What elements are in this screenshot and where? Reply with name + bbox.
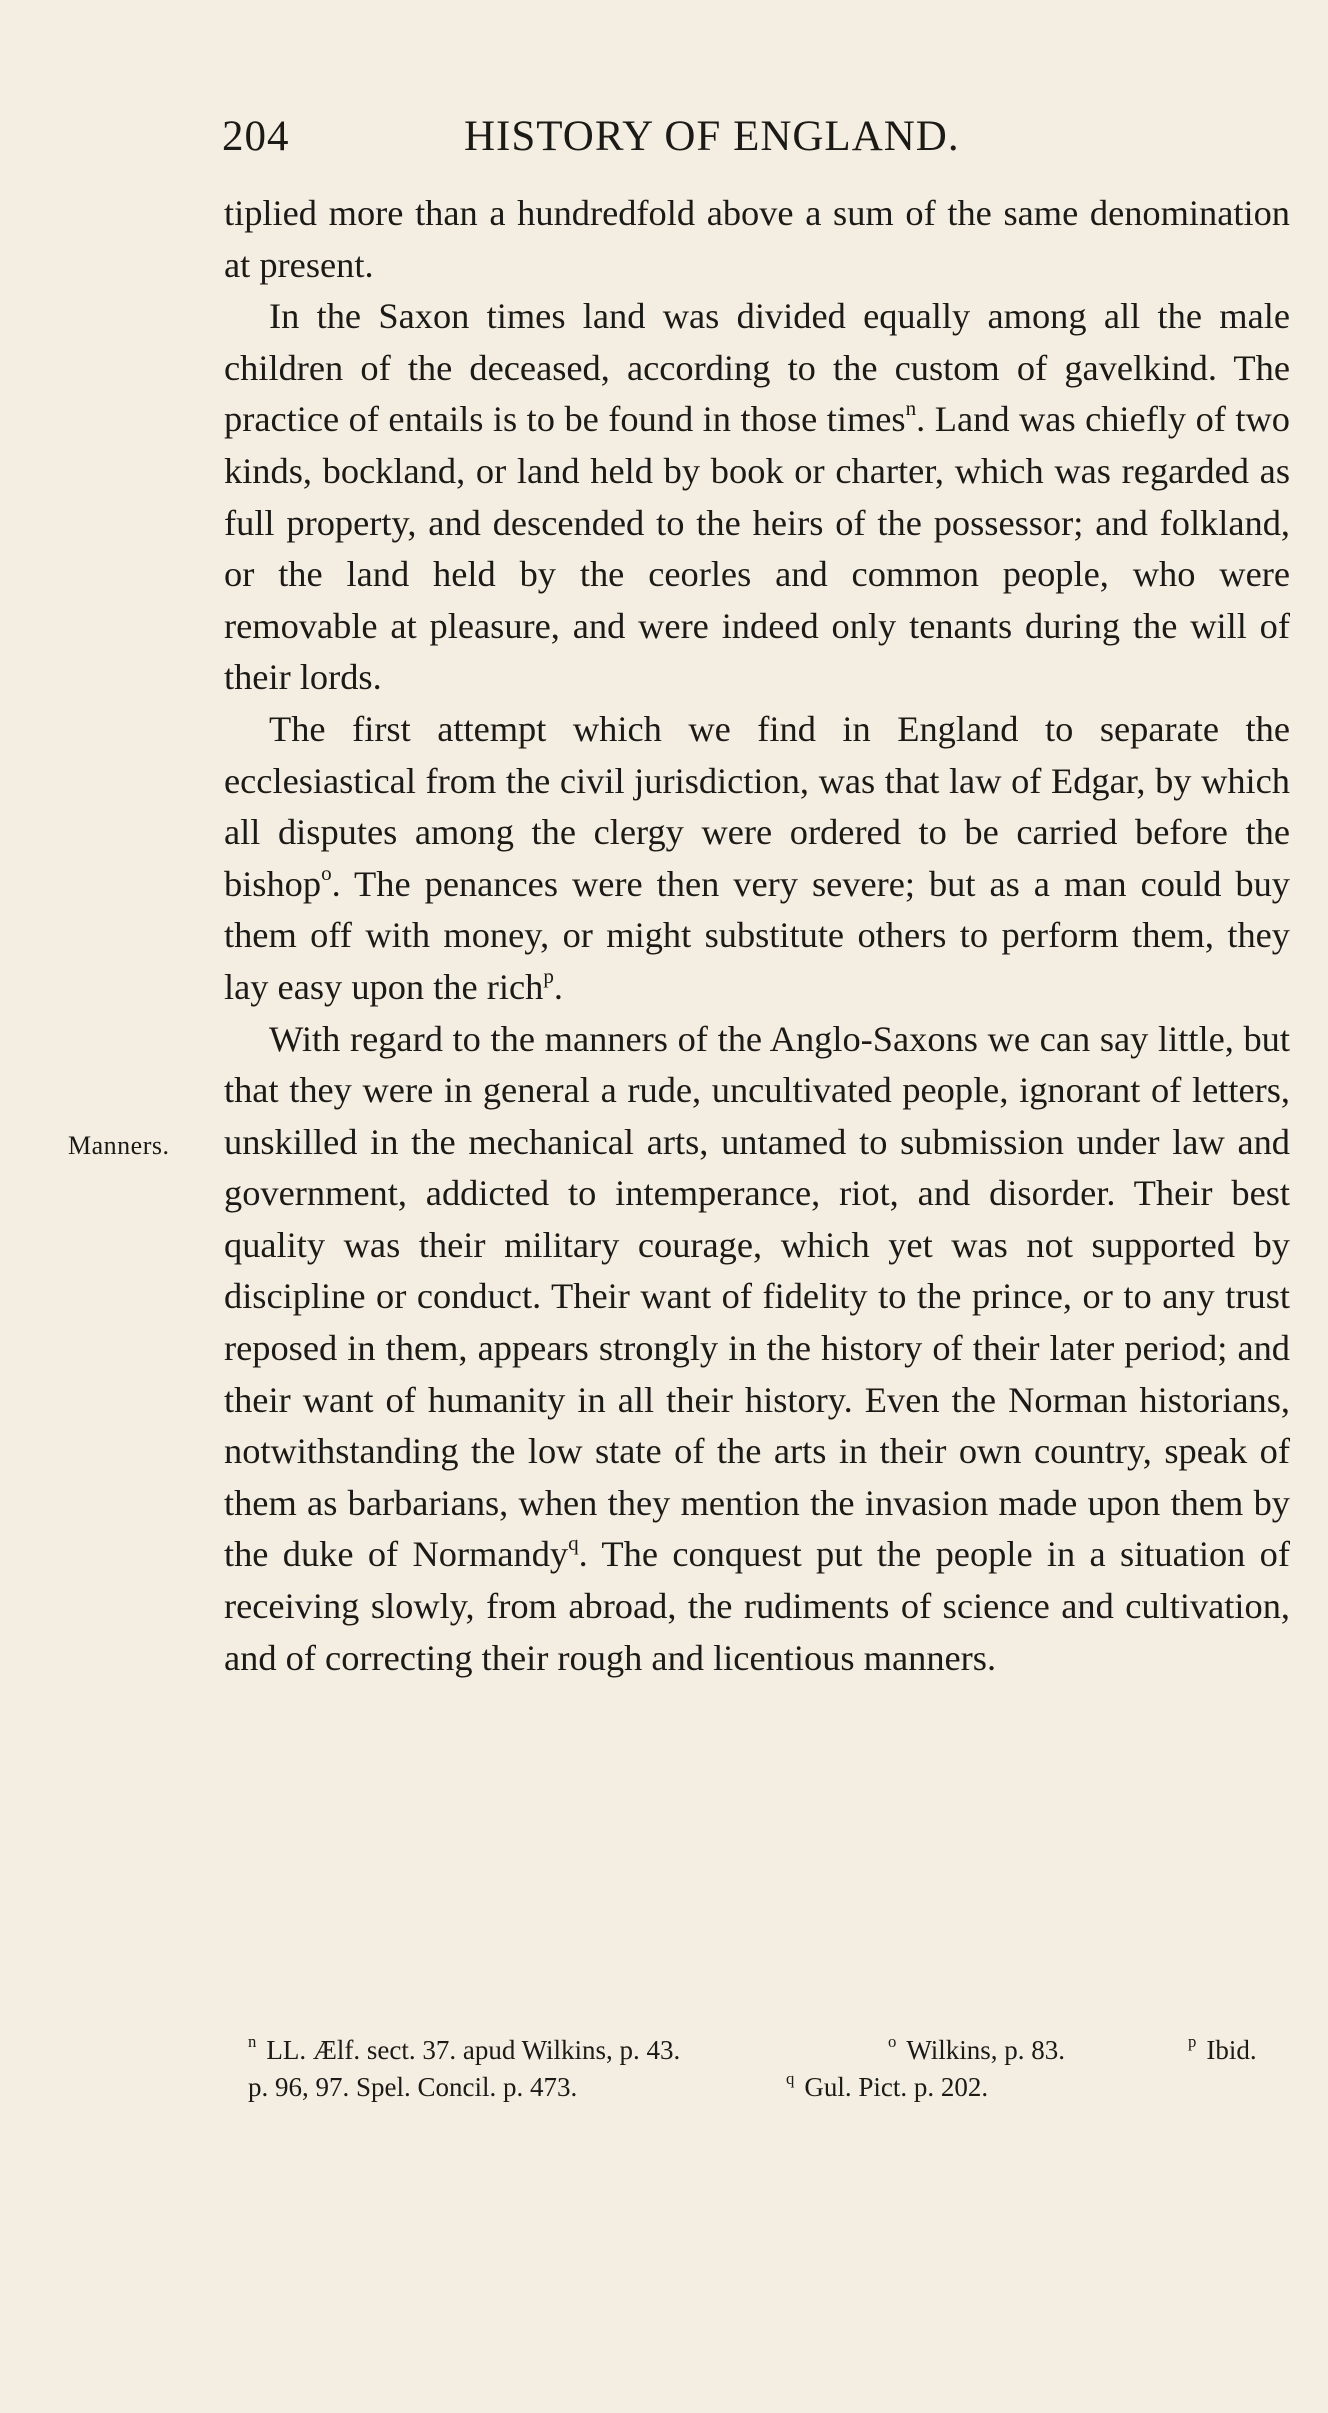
footnote-reference-p[interactable]: p (543, 964, 554, 989)
paragraph-text: . The penances were then very severe; but as a man could buy them off with money, or might substitute others to perform them, they lay easy upon the rich (224, 863, 1290, 1007)
footnote-reference-o[interactable]: o (321, 860, 332, 885)
footnote-text: p. 96, 97. Spel. Concil. p. 473. (248, 2072, 578, 2102)
footnote-n (248, 2032, 680, 2069)
paragraph-jurisdiction (224, 704, 1290, 1014)
running-head (222, 112, 1062, 168)
footnote-reference-q[interactable]: q (568, 1531, 579, 1556)
footnote-marker: p (1188, 2032, 1197, 2052)
footnote-p-continued (248, 2069, 577, 2106)
footnote-marker: o (888, 2032, 897, 2052)
footnote-reference-n[interactable]: n (905, 396, 917, 421)
paragraph-text: tiplied more than a hundredfold above a sum of the same denomination at present. (224, 193, 1290, 285)
paragraph-text: . Land was chiefly of two kinds, bockland, or land held by book or charter, which was regarded as full property, and descended to the heirs of the possessor; and folkland, or the land held by the ceorles and common people, who were removable at pleasure, and were indeed only tenants during the will of their lords. (224, 399, 1290, 698)
footnote-row (248, 2032, 1298, 2069)
footnote-marker: q (786, 2069, 795, 2089)
paragraph-text: With regard to the manners of the Anglo-Saxons we can say little, but that they were in general a rude, uncultivated people, ignorant of letters, unskilled in the mechanical arts, untamed to submission under law and government, addicted to intemperance, riot, and disorder. Their best quality was their military courage, which yet was not supported by discipline or conduct. Their want of fidelity to the prince, or to any trust reposed in them, appears strongly in the history of their later period; and their want of humanity in all their history. Even the Norman historians, notwithstanding the low state of the arts in their own country, speak of them as barbarians, when they mention the invasion made upon them by the duke of Normandy (224, 1018, 1290, 1575)
paragraph-text: The first attempt which we find in England to separate the ecclesiastical from the civil jurisdiction, was that law of Edgar, by which all disputes among the clergy were ordered to be carried before the bishop (224, 708, 1290, 904)
body-text (224, 188, 1290, 1684)
footnote-p (1188, 2032, 1257, 2069)
marginal-note: Manners. (68, 1131, 170, 1160)
footnotes (248, 2032, 1298, 2106)
footnote-marker: n (248, 2032, 257, 2052)
paragraph-text: In the Saxon times land was divided equally among all the male children of the deceased, according to the custom of gavelkind. The practice of entails is to be found in those times (224, 296, 1290, 440)
paragraph-land-division (224, 291, 1290, 704)
footnote-text: Wilkins, p. 83. (906, 2035, 1066, 2065)
footnote-row (248, 2069, 1298, 2106)
paragraph-continued (224, 188, 1290, 291)
page-number: 204 (222, 113, 290, 160)
footnote-text: Ibid. (1206, 2035, 1257, 2065)
paragraph-text: . The conquest put the people in a situation of receiving slowly, from abroad, the rudiments of science and cultivation, and of correcting their rough and licentious manners. (224, 1534, 1290, 1678)
footnote-o (888, 2032, 1065, 2069)
paragraph-text: . (553, 966, 563, 1007)
footnote-text: LL. Ælf. sect. 37. apud Wilkins, p. 43. (266, 2035, 681, 2065)
footnote-q (786, 2069, 988, 2106)
running-title: HISTORY OF ENGLAND. (464, 113, 960, 160)
paragraph-manners (224, 1014, 1290, 1685)
footnote-text: Gul. Pict. p. 202. (804, 2072, 989, 2102)
